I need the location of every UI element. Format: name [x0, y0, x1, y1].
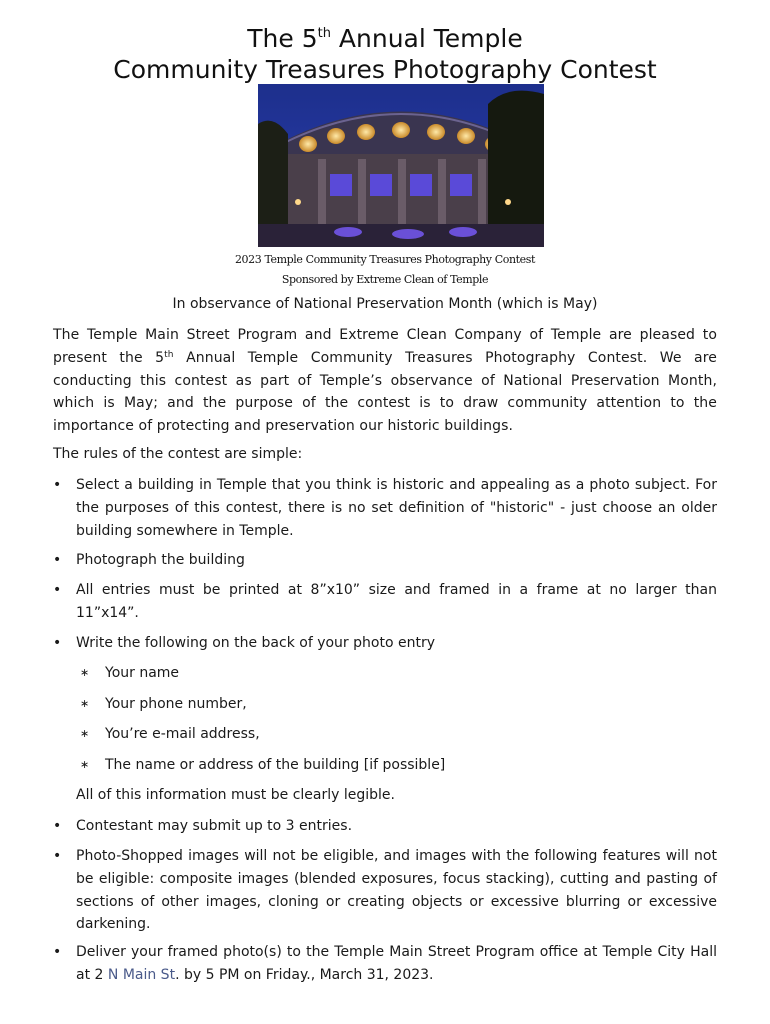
- deliver-text: [76, 941, 717, 987]
- back-item-text: Your name: [105, 665, 180, 681]
- rule-text: Write the following on the back of your photo entry: [76, 635, 435, 651]
- rule-text: Select a building in Temple that you think is historic and appealing as a photo subject. For the purposes of this contest, there is no set definition of "historic" - just choose an older building somewhere in Temple.: [76, 477, 717, 539]
- asterisk-icon: ∗: [80, 666, 90, 679]
- back-note: All of this information must be clearly legible.: [76, 787, 395, 803]
- rules-intro: The rules of the contest are simple:: [53, 446, 303, 462]
- building-photo: [258, 84, 544, 247]
- title-line-2: Community Treasures Photography Contest: [113, 55, 657, 84]
- photo-caption-line-1: 2023 Temple Community Treasures Photography Contest: [234, 253, 536, 266]
- rule-text: Photograph the building: [76, 552, 245, 568]
- observance-line: In observance of National Preservation Month (which is May): [172, 296, 598, 312]
- building-photo-illustration: [258, 84, 544, 247]
- intro-text-end: Annual Temple Community Treasures Photography Contest. We are conducting this contest as part of Temple’s observance of National Preservation Month, which is May; and the purpose of the contest is to draw community attention to the importance of protecting and preservation our historic buildings.: [53, 349, 717, 435]
- intro-text: The Temple Main Street Program and Extreme Clean Company of Temple are pleased to present the 5: [53, 327, 717, 366]
- rule-text: Contestant may submit up to 3 entries.: [76, 818, 353, 834]
- back-item-text: You’re e-mail address,: [105, 726, 260, 742]
- title-superscript: th: [317, 26, 331, 41]
- rule-text: Photo-Shopped images will not be eligible, and images with the following features will not be eligible: composite images (blended exposures, focus stacking), cutting and pasting of sections of other images, cloning or creating objects or excessive blurring or excessive darkening.: [76, 848, 717, 933]
- intro-paragraph: [53, 324, 717, 438]
- asterisk-icon: ∗: [80, 727, 90, 740]
- intro-superscript: th: [164, 349, 174, 360]
- address-link[interactable]: N Main St: [107, 966, 176, 983]
- photo-caption-line-2: Sponsored by Extreme Clean of Temple: [281, 273, 489, 286]
- bullet-icon: •: [53, 552, 62, 568]
- bullet-icon: •: [53, 848, 62, 864]
- asterisk-icon: ∗: [80, 697, 90, 710]
- deliver-text-start: Deliver your framed photo(s) to the Temple Main Street Program office at Temple City Hall at 2: [76, 944, 717, 983]
- deliver-text-end: . by 5 PM on Friday., March 31, 2023.: [175, 966, 434, 983]
- title-text: The 5: [247, 24, 318, 53]
- asterisk-icon: ∗: [80, 758, 90, 771]
- rule-text: All entries must be printed at 8”x10” size and framed in a frame at no larger than 11”x14”.: [76, 582, 717, 621]
- bullet-icon: •: [53, 635, 62, 651]
- back-item-text: The name or address of the building [if possible]: [105, 757, 446, 773]
- bullet-icon: •: [53, 477, 62, 493]
- bullet-icon: •: [53, 944, 62, 960]
- bullet-icon: •: [53, 582, 62, 598]
- bullet-icon: •: [53, 818, 62, 834]
- title-line-1: [0, 23, 770, 54]
- title-text-end: Annual Temple: [330, 24, 523, 53]
- back-item-text: Your phone number,: [105, 696, 247, 712]
